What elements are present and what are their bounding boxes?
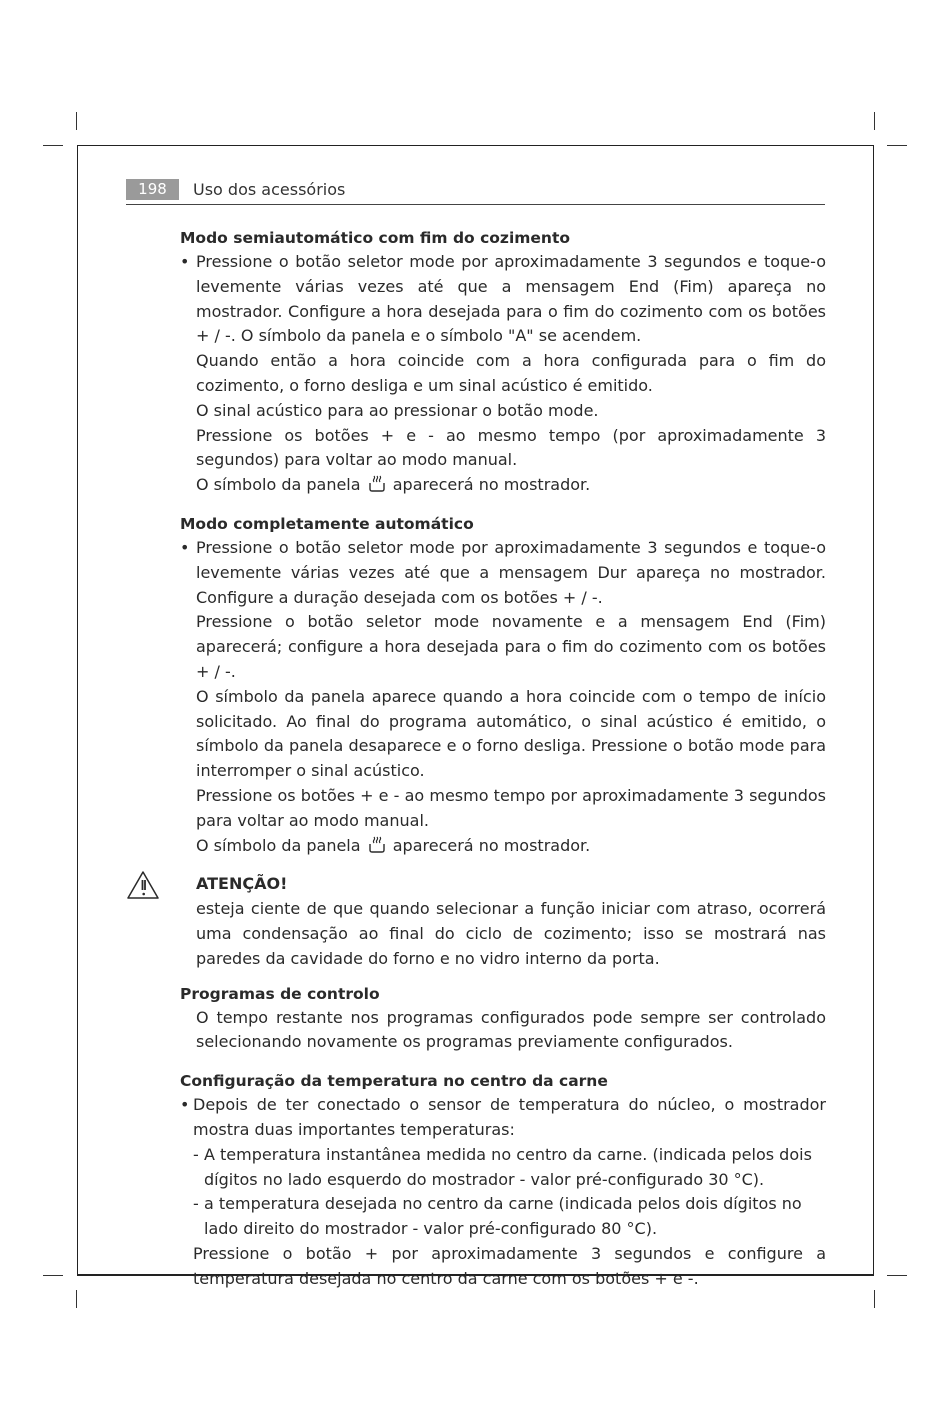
dash-text: a temperatura desejada no centro da carne (indicada pelos dois dígitos no lado direito do mostrador - valor pré-configurado 80 °C). (204, 1194, 802, 1239)
paragraph: Pressione os botões + e - ao mesmo tempo por aproximadamente 3 segundos para voltar ao modo manual. (196, 785, 826, 830)
page-number: 198 (126, 179, 179, 200)
bullet-dot: • (180, 1095, 190, 1115)
section-meat-temperature (180, 1069, 826, 1291)
crop-mark (874, 1290, 875, 1308)
bullet-paragraph (180, 536, 826, 610)
page-content (180, 226, 826, 1291)
dash-text: A temperatura instantânea medida no centro da carne. (indicada pelos dois dígitos no lado esquerdo do mostrador - valor pré-configurado 30 °C). (204, 1144, 812, 1189)
section-heading: Modo completamente automático (180, 514, 474, 533)
warning-triangle-icon (126, 870, 160, 900)
paragraph: O tempo restante nos programas configurados pode sempre ser controlado selecionando novamente os programas previamente configurados. (196, 1007, 826, 1052)
page-frame-left (77, 145, 78, 1275)
crop-mark (43, 145, 63, 146)
paragraph (180, 473, 826, 498)
page-frame-top (77, 145, 874, 146)
paragraph: Pressione os botões + e - ao mesmo tempo (por aproximadamente 3 segundos) para voltar ao modo manual. (196, 425, 826, 470)
paragraph (180, 834, 826, 859)
paragraph-text: Pressione o botão seletor mode por aproximadamente 3 segundos e toque-o levemente várias vezes até que a mensagem End (Fim) apareça no mostrador. Configure a hora desejada para o fim do cozimento com os botões + / -. O símbolo da panela e o símbolo "A" se acendem. (196, 252, 826, 346)
section-semiautomatic (180, 226, 826, 498)
dash-marker: - (193, 1144, 199, 1164)
paragraph: Quando então a hora coincide com a hora configurada para o fim do cozimento, o forno desliga e um sinal acústico é emitido. (196, 351, 826, 395)
paragraph-text: aparecerá no mostrador. (392, 835, 591, 855)
section-automatic (180, 512, 826, 858)
bullet-dot: • (180, 252, 190, 271)
section-heading: Modo semiautomático com fim do cozimento (180, 229, 571, 247)
crop-mark (887, 145, 907, 146)
bullet-dot: • (180, 537, 190, 557)
paragraph-text: aparecerá no mostrador. (392, 475, 591, 495)
crop-mark (76, 112, 77, 130)
paragraph-text: Depois de ter conectado o sensor de temperatura do núcleo, o mostrador mostra duas importantes temperaturas: (193, 1095, 826, 1139)
page-header (126, 179, 825, 205)
crop-mark (76, 1290, 77, 1308)
warning-title: ATENÇÃO! (196, 874, 288, 894)
pan-icon (368, 474, 386, 492)
warning-box (180, 872, 826, 971)
paragraph: Pressione o botão seletor mode novamente e a mensagem End (Fim) aparecerá; configure a hora desejada para o fim do cozimento com os botões + / -. (196, 612, 826, 681)
page-frame-right (873, 145, 874, 1275)
paragraph-text: O símbolo da panela (196, 475, 361, 495)
section-heading: Configuração da temperatura no centro da carne (180, 1072, 608, 1091)
section-heading: Programas de controlo (180, 984, 380, 1003)
paragraph: O símbolo da panela aparece quando a hora coincide com o tempo de início solicitado. Ao final do programa automático, o sinal acústico é emitido, o símbolo da panela desaparece e o forno desliga. Pressione o botão mode para interromper o sinal acústico. (196, 686, 826, 781)
page-title: Uso dos acessórios (193, 180, 346, 199)
warning-text: esteja ciente de que quando selecionar a função iniciar com atraso, ocorrerá uma condensação ao final do ciclo de cozimento; isso se mostrará nas paredes da cavidade do forno e no vidro interno da porta. (196, 899, 826, 968)
section-control-programs (180, 982, 826, 1056)
dash-item (180, 1143, 826, 1193)
paragraph-text: Pressione o botão seletor mode por aproximadamente 3 segundos e toque-o levemente várias vezes até que a mensagem Dur apareça no mostrador. Configure a duração desejada com os botões + / -. (196, 537, 826, 607)
bullet-paragraph (180, 1093, 826, 1143)
dash-marker: - (193, 1194, 199, 1214)
dash-item (180, 1192, 826, 1242)
paragraph: O sinal acústico para ao pressionar o botão mode. (196, 400, 599, 420)
crop-mark (887, 1275, 907, 1276)
paragraph: Pressione o botão + por aproximadamente 3 segundos e configure a temperatura desejada no centro da carne com os botões + e -. (193, 1243, 826, 1288)
pan-icon (368, 835, 386, 853)
crop-mark (874, 112, 875, 130)
paragraph-text: O símbolo da panela (196, 835, 361, 855)
bullet-paragraph (180, 250, 826, 349)
crop-mark (43, 1275, 63, 1276)
